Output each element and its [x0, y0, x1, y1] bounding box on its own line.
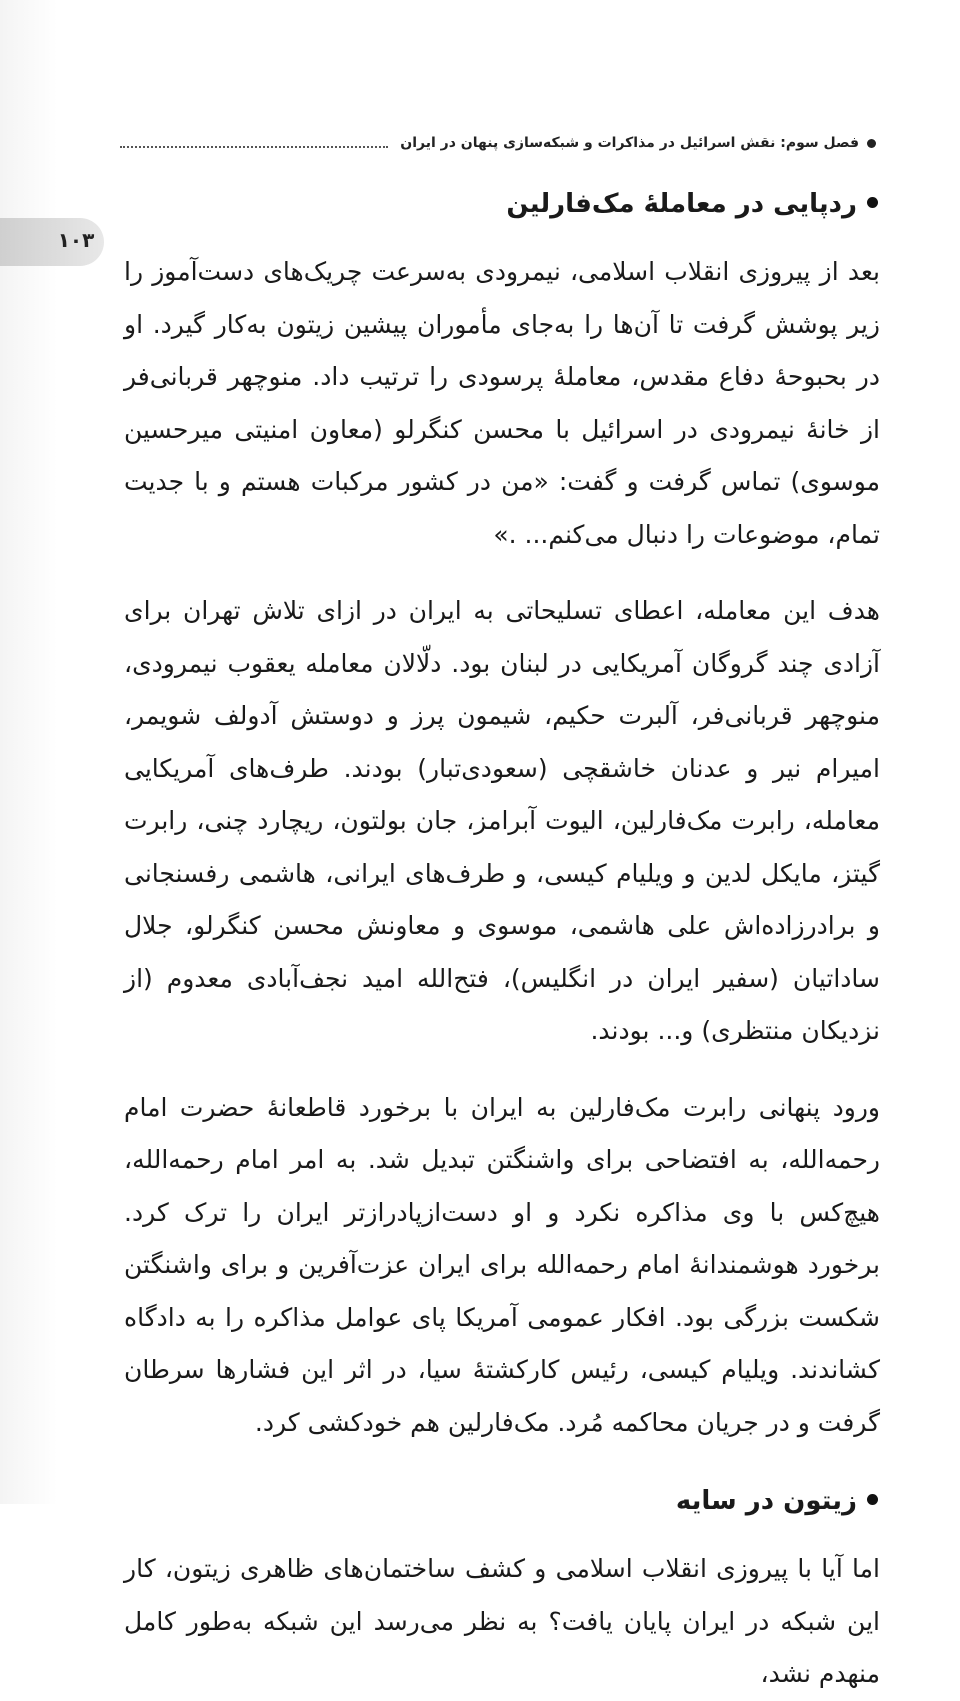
section-heading-text: زیتون در سایه: [675, 1486, 857, 1516]
running-header-title: فصل سوم: نقش اسرائیل در مذاکرات و شبکه‌سازی پنهان در ایران: [400, 135, 859, 151]
spacer: [124, 1449, 880, 1473]
spacer: [124, 232, 880, 246]
header-bullet-icon: [867, 139, 876, 148]
page-number: ۱۰۳: [57, 228, 95, 252]
paragraph: اما آیا با پیروزی انقلاب اسلامی و کشف ساختمان‌های ظاهری زیتون، کار این شبکه در ایران پایان یافت؟ به نظر می‌رسد این شبکه به‌طور کامل منهدم نشد،: [124, 1554, 880, 1688]
heading-bullet-icon: [867, 197, 878, 208]
spacer: [124, 1058, 880, 1082]
paragraph: بعد از پیروزی انقلاب اسلامی، نیمرودی به‌سرعت چریک‌های دست‌آموز را زیر پوشش گرفت تا آن‌ها را به‌جای مأموران پیشین زیتون به‌کار گیرد. او در بحبوحهٔ دفاع مقدس، معاملهٔ پرسودی را ترتیب داد. منوچهر قربانی‌فر از خانهٔ نیمرودی در اسرائیل با محسن کنگرلو (معاون امنیتی میرحسین موسوی) تماس گرفت و گفت: «من در کشور مرکبات هستم و با جدیت تمام، موضوعات را دنبال می‌کنم... .»: [124, 257, 880, 549]
spacer: [124, 1529, 880, 1543]
page-content: [124, 176, 880, 1701]
section-heading-text: ردپایی در معاملهٔ مک‌فارلین: [506, 189, 857, 219]
section-heading: [124, 176, 880, 232]
paragraph: هدف این معامله، اعطای تسلیحاتی به ایران در ازای تلاش تهران برای آزادی چند گروگان آمریکایی در لبنان بود. دلّالان معامله یعقوب نیمرودی، منوچهر قربانی‌فر، آلبرت حکیم، شیمون پرز و دوستش آدولف شویمر، امیرام نیر و عدنان خاشقچی (سعودی‌تبار) بودند. طرف‌های آمریکایی معامله، رابرت مک‌فارلین، الیوت آبرامز، جان بولتون، ریچارد چنی، رابرت گیتز، مایکل لدین و ویلیام کیسی، و طرف‌های ایرانی، هاشمی رفسنجانی و برادرزاده‌اش علی هاشمی، موسوی و معاونش محسن کنگرلو، جلال ساداتیان (سفیر ایران در انگلیس)، فتح‌الله امید نجف‌آبادی معدوم (از نزدیکان منتظری) و... بودند.: [124, 596, 880, 1045]
spacer: [124, 561, 880, 585]
header-dotted-leader: [120, 146, 388, 148]
running-header: [120, 128, 876, 158]
section-heading: [124, 1473, 880, 1529]
paragraph: ورود پنهانی رابرت مک‌فارلین به ایران با برخورد قاطعانهٔ حضرت امام رحمه‌الله، به افتضاحی برای واشنگتن تبدیل شد. به امر امام رحمه‌الله، هیچ‌کس با وی مذاکره نکرد و او دست‌ازپادرازتر ایران را ترک کرد. برخورد هوشمندانهٔ امام رحمه‌الله برای ایران عزت‌آفرین و برای واشنگتن شکست بزرگی بود. افکار عمومی آمریکا پای عوامل مذاکره را به دادگاه کشاندند. ویلیام کیسی، رئیس کارکشتهٔ سیا، در اثر این فشارها سرطان گرفت و در جریان محاکمه مُرد. مک‌فارلین هم خودکشی کرد.: [124, 1092, 880, 1437]
heading-bullet-icon: [867, 1494, 878, 1505]
